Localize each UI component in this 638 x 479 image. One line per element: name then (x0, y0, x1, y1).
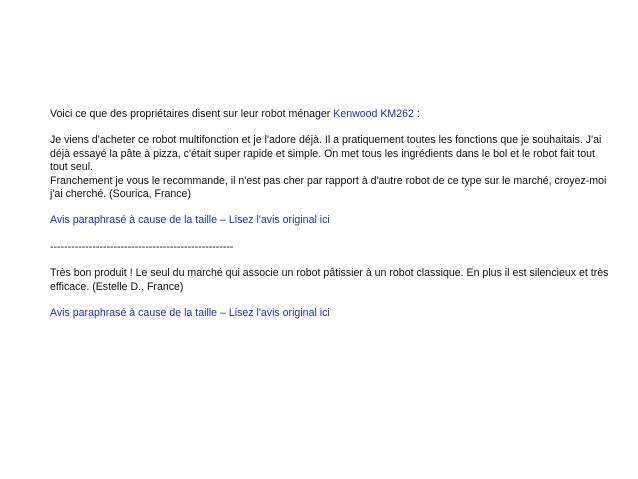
separator: ---------------------------------------------------- (50, 240, 234, 253)
review-1-paragraph-1: Je viens d'acheter ce robot multifonction et je l'adore déjà. Il a pratiquement toutes les fonctions que je souhaitais. J'ai déjà essayé la pâte à pizza, c'était super rapide et simple. On met tous les ingrédients dans le bol et le robot fait tout tout seul. (50, 134, 602, 174)
review-2 (50, 267, 610, 320)
review-1-link-line (50, 214, 610, 227)
review-1-original-link[interactable]: Avis paraphrasé à cause de la taille – Lisez l'avis original ici (50, 214, 330, 227)
review-1 (50, 134, 610, 227)
intro-text: Voici ce que des propriétaires disent sur leur robot ménager (50, 108, 334, 120)
intro-line (50, 108, 610, 121)
intro-colon: : (413, 108, 420, 120)
review-2-original-link[interactable]: Avis paraphrasé à cause de la taille – Lisez l'avis original ici (50, 307, 330, 320)
reviews-content (50, 108, 610, 320)
review-1-paragraph-2: Franchement je vous le recommande, il n'est pas cher par rapport à d'autre robot de ce type sur le marché, croyez-moi j'ai cherché. (Sourica, France) (50, 174, 607, 201)
review-2-link-line (50, 307, 610, 320)
review-2-paragraph-1: Très bon produit ! Le seul du marché qui associe un robot pâtissier à un robot classique. En plus il est silencieux et très efficace. (Estelle D., France) (50, 267, 609, 293)
product-link[interactable]: Kenwood KM262 (333, 108, 414, 120)
